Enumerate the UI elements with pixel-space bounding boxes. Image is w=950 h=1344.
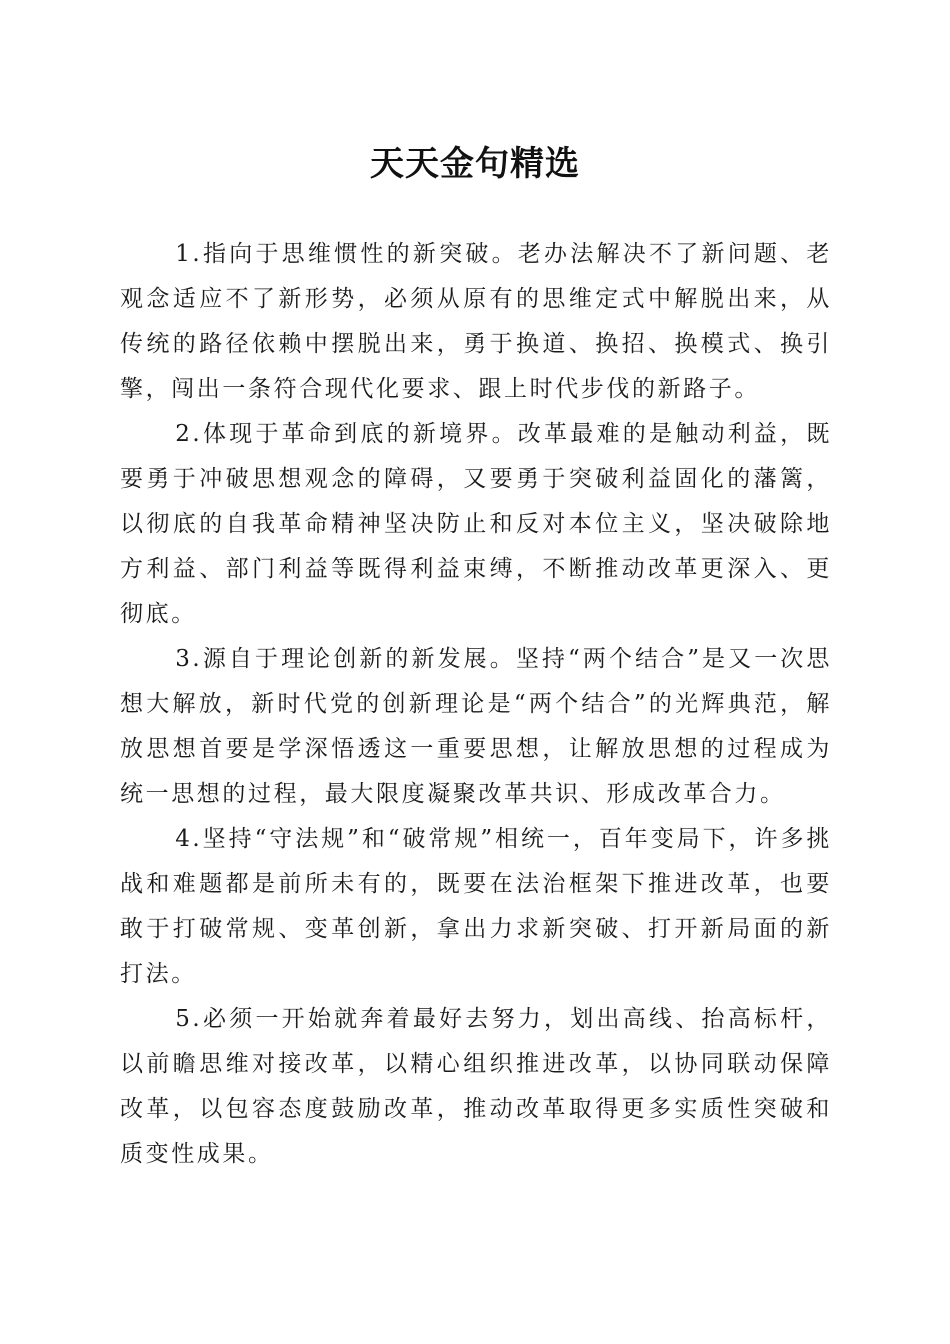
paragraph-4: 4.坚持“守法规”和“破常规”相统一，百年变局下，许多挑战和难题都是前所未有的，既要在法治框架下推进改革，也要敢于打破常规、变革创新，拿出力求新突破、打开新局面的新打法。 xyxy=(120,826,832,987)
document-body xyxy=(120,232,832,1177)
paragraph-1: 1.指向于思维惯性的新突破。老办法解决不了新问题、老观念适应不了新形势，必须从原有的思维定式中解脱出来，从传统的路径依赖中摆脱出来，勇于换道、换招、换模式、换引擎，闯出一条符合现代化要求、跟上时代步伐的新路子。 xyxy=(120,241,832,402)
document-title: 天天金句精选 xyxy=(370,144,580,184)
paragraph-5: 5.必须一开始就奔着最好去努力，划出高线、抬高标杆，以前瞻思维对接改革，以精心组织推进改革，以协同联动保障改革，以包容态度鼓励改革，推动改革取得更多实质性突破和质变性成果。 xyxy=(120,1006,832,1167)
paragraph-2: 2.体现于革命到底的新境界。改革最难的是触动利益，既要勇于冲破思想观念的障碍，又要勇于突破利益固化的藩篱，以彻底的自我革命精神坚决防止和反对本位主义，坚决破除地方利益、部门利益等既得利益束缚，不断推动改革更深入、更彻底。 xyxy=(120,421,832,627)
paragraph-3: 3.源自于理论创新的新发展。坚持“两个结合”是又一次思想大解放，新时代党的创新理论是“两个结合”的光辉典范，解放思想首要是学深悟透这一重要思想，让解放思想的过程成为统一思想的过程，最大限度凝聚改革共识、形成改革合力。 xyxy=(120,646,832,807)
